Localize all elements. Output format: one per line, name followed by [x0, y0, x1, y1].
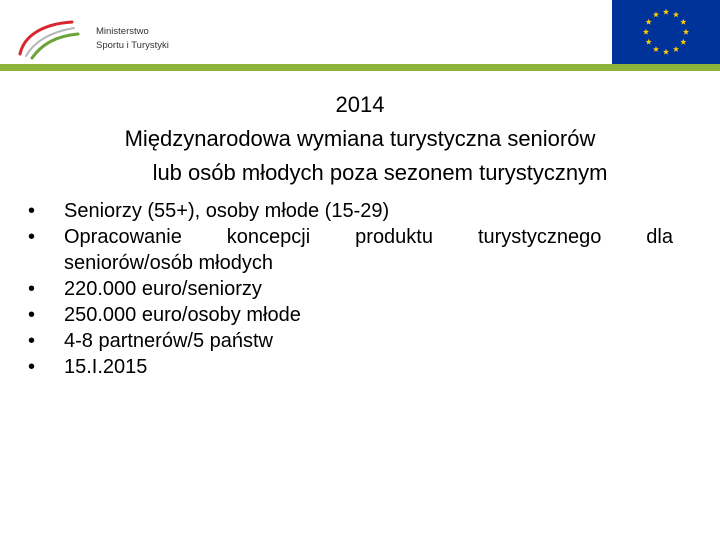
slide-header [0, 0, 720, 70]
bullet-text: Opracowanie koncepcji produktu turystycznego dla [64, 226, 673, 248]
header-green-bar [0, 64, 720, 71]
ministry-name-line1: Ministerstwo [96, 26, 149, 37]
eu-flag-icon [612, 0, 720, 64]
slide-year: 2014 [335, 92, 385, 117]
ministry-name-line2: Sportu i Turystyki [96, 40, 169, 51]
bullet-marker: • [28, 200, 36, 222]
list-item [28, 354, 673, 380]
bullet-marker: • [28, 304, 36, 326]
bullet-list [28, 198, 673, 380]
list-item [28, 198, 673, 224]
ministry-logo-icon [12, 14, 82, 60]
bullet-text: 250.000 euro/osoby młode [64, 304, 301, 326]
bullet-text: 220.000 euro/seniorzy [64, 278, 262, 300]
list-item [28, 224, 673, 276]
slide-title [30, 88, 690, 190]
bullet-marker: • [28, 226, 36, 248]
list-item [28, 276, 673, 302]
list-item [28, 302, 673, 328]
bullet-text: 4-8 partnerów/5 państw [64, 330, 274, 352]
title-line-2: lub osób młodych poza sezonem turystycznym [152, 160, 608, 185]
bullet-text: Seniorzy (55+), osoby młode (15-29) [64, 200, 390, 222]
bullet-text-continued: seniorów/osób młodych [64, 252, 273, 274]
bullet-marker: • [28, 330, 36, 352]
ministry-name [96, 25, 169, 53]
list-item [28, 328, 673, 354]
bullet-marker: • [28, 356, 36, 378]
bullet-marker: • [28, 278, 36, 300]
title-line-1: Międzynarodowa wymiana turystyczna seniorów [124, 126, 596, 151]
bullet-text: 15.I.2015 [64, 356, 148, 378]
